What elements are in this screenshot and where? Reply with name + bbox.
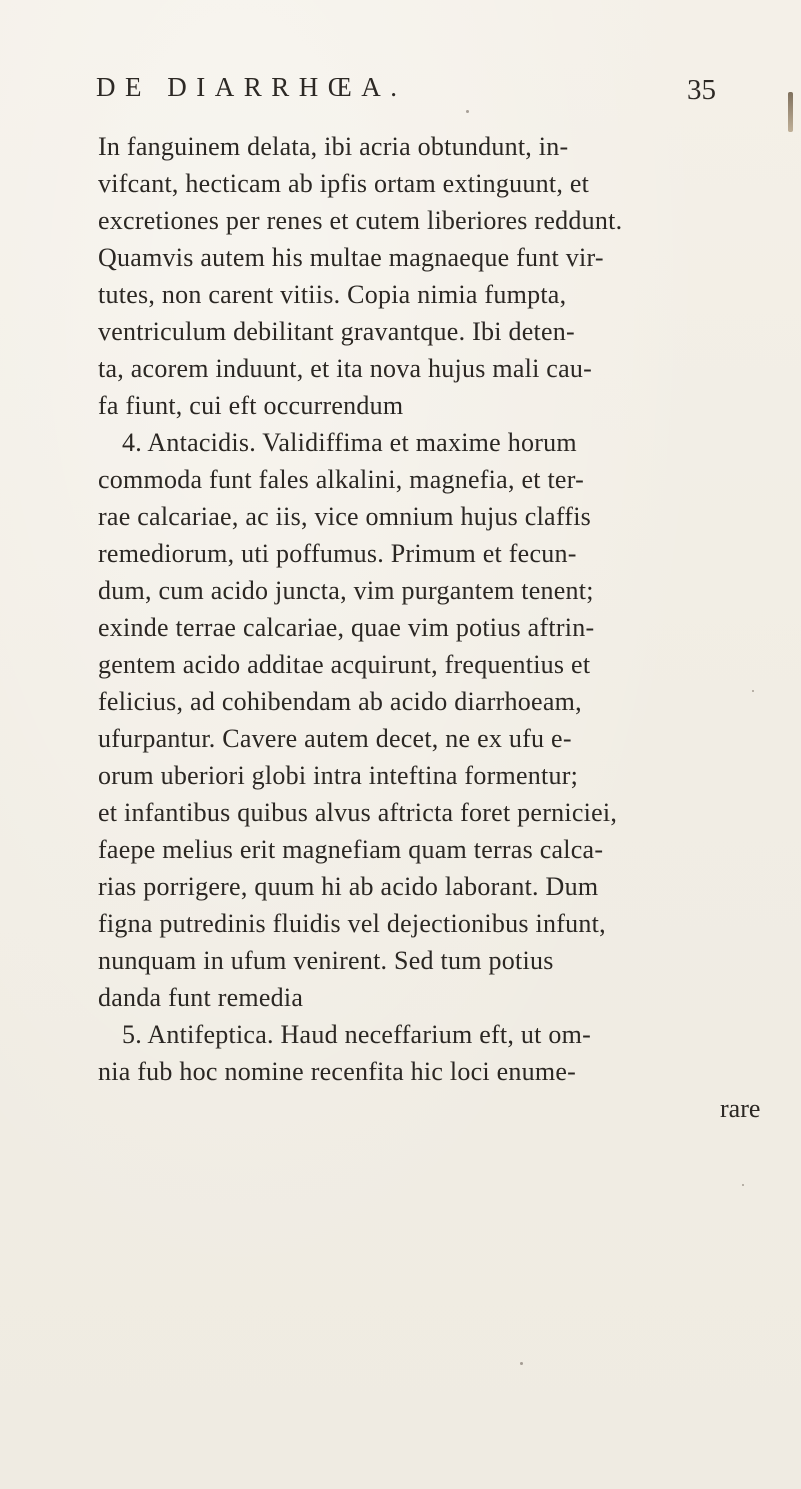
text-line: fa fiunt, cui eft occurrendum bbox=[98, 391, 404, 420]
paper-speck bbox=[466, 110, 469, 113]
page-edge-mark bbox=[788, 92, 793, 132]
running-head bbox=[96, 72, 716, 112]
text-line: et infantibus quibus alvus aftricta foret perniciei, bbox=[98, 798, 618, 827]
paper-speck bbox=[752, 690, 754, 692]
text-line: In fanguinem delata, ibi acria obtundunt, in- bbox=[98, 132, 569, 161]
text-line: rias porrigere, quum hi ab acido laborant. Dum bbox=[98, 872, 599, 901]
text-line: vifcant, hecticam ab ipfis ortam extinguunt, et bbox=[98, 169, 590, 198]
paper-speck bbox=[742, 1184, 744, 1186]
text-line: danda funt remedia bbox=[98, 983, 304, 1012]
paper-speck bbox=[520, 1362, 523, 1365]
text-line: gentem acido additae acquirunt, frequentius et bbox=[98, 650, 591, 679]
text-line: ventriculum debilitant gravantque. Ibi deten- bbox=[98, 317, 575, 346]
text-line: nunquam in ufum venirent. Sed tum potius bbox=[98, 946, 554, 975]
text-line: commoda funt fales alkalini, magnefia, et ter- bbox=[98, 465, 585, 494]
text-line: felicius, ad cohibendam ab acido diarrhoeam, bbox=[98, 687, 582, 716]
text-line: rae calcariae, ac iis, vice omnium hujus claffis bbox=[98, 502, 592, 531]
running-title: DE DIARRHŒA. bbox=[96, 72, 407, 102]
text-line: exinde terrae calcariae, quae vim potius aftrin- bbox=[98, 613, 595, 642]
text-line: tutes, non carent vitiis. Copia nimia fumpta, bbox=[98, 280, 567, 309]
text-line: excretiones per renes et cutem liberiores reddunt. bbox=[98, 206, 623, 235]
text-line: Quamvis autem his multae magnaeque funt vir- bbox=[98, 243, 604, 272]
text-line: remediorum, uti poffumus. Primum et fecun- bbox=[98, 539, 577, 568]
page-number: 35 bbox=[687, 74, 716, 106]
text-line: figna putredinis fluidis vel dejectionibus infunt, bbox=[98, 909, 606, 938]
text-line: orum uberiori globi intra inteftina formentur; bbox=[98, 761, 579, 790]
text-line: 5. Antifeptica. Haud neceffarium eft, ut om- bbox=[122, 1020, 591, 1049]
text-line: 4. Antacidis. Validiffima et maxime horum bbox=[122, 428, 577, 457]
text-line: nia fub hoc nomine recenfita hic loci enume- bbox=[98, 1057, 577, 1086]
catchword: rare bbox=[720, 1094, 761, 1123]
text-line: dum, cum acido juncta, vim purgantem tenent; bbox=[98, 576, 594, 605]
text-line: ufurpantur. Cavere autem decet, ne ex ufu e- bbox=[98, 724, 572, 753]
text-line: ta, acorem induunt, et ita nova hujus mali cau- bbox=[98, 354, 593, 383]
text-line: faepe melius erit magnefiam quam terras calca- bbox=[98, 835, 604, 864]
